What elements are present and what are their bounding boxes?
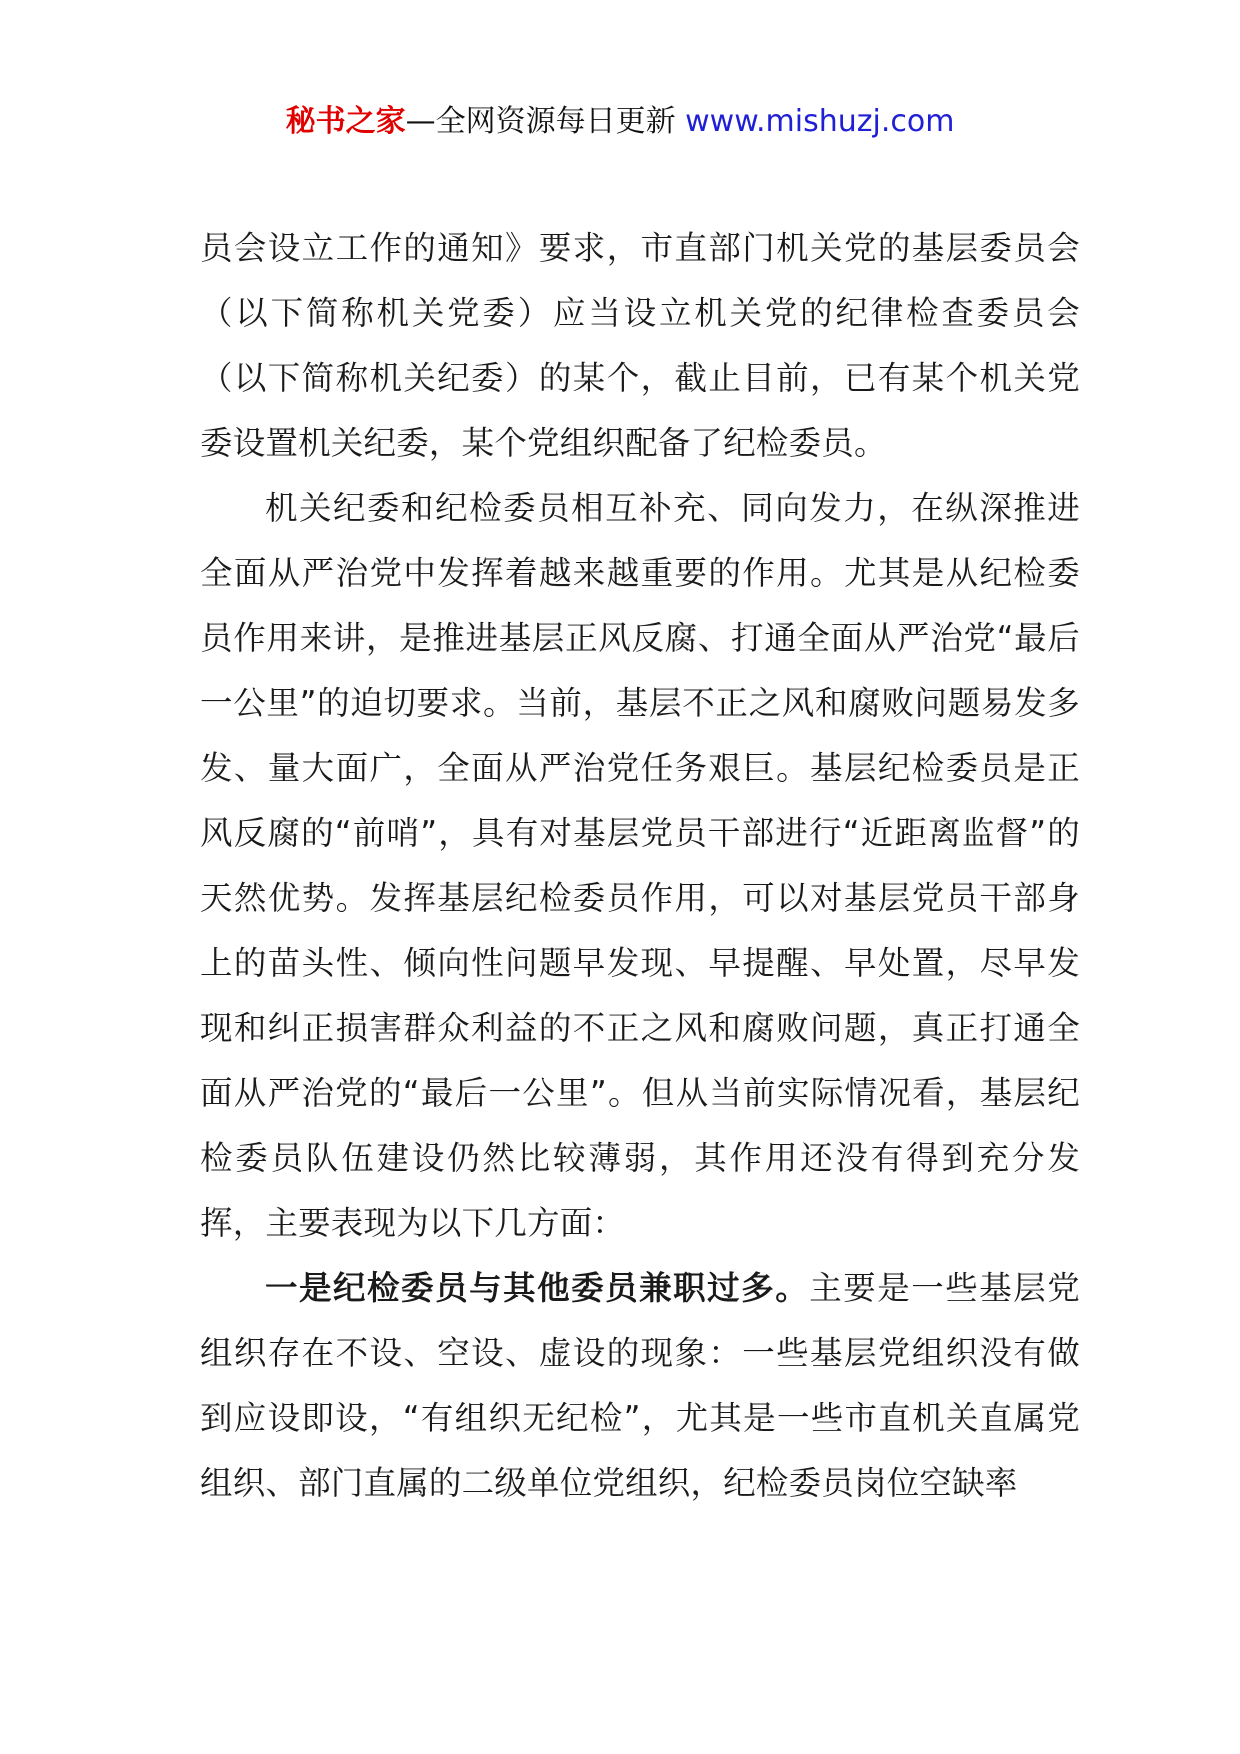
site-watermark-header [0,100,1240,144]
paragraph-1: 员会设立工作的通知》要求，市直部门机关党的基层委员会（以下简称机关党委）应当设立机关党的纪律检查委员会（以下简称机关纪委）的某个，截止目前，已有某个机关党委设置机关纪委，某个党组织配备了纪检委员。 [200,229,1080,462]
site-brand-name: 秘书之家 [285,104,406,139]
paragraph-3 [200,1256,1080,1516]
paragraph-3-text: 主要是一些基层党组织存在不设、空设、虚设的现象：一些基层党组织没有做到应设即设，“有组织无纪检”，尤其是一些市直机关直属党组织、部门直属的二级单位党组织，纪检委员岗位空缺率 [200,1269,1080,1502]
paragraph-2: 机关纪委和纪检委员相互补充、同向发力，在纵深推进全面从严治党中发挥着越来越重要的作用。尤其是从纪检委员作用来讲，是推进基层正风反腐、打通全面从严治党“最后一公里”的迫切要求。当前，基层不正之风和腐败问题易发多发、量大面广，全面从严治党任务艰巨。基层纪检委员是正风反腐的“前哨”，具有对基层党员干部进行“近距离监督”的天然优势。发挥基层纪检委员作用，可以对基层党员干部身上的苗头性、倾向性问题早发现、早提醒、早处置，尽早发现和纠正损害群众利益的不正之风和腐败问题，真正打通全面从严治党的“最后一公里”。但从当前实际情况看，基层纪检委员队伍建设仍然比较薄弱，其作用还没有得到充分发挥，主要表现为以下几方面： [200,489,1080,1242]
paragraph-3-bold-lead: 一是纪检委员与其他委员兼职过多。 [265,1269,810,1307]
site-url: www.mishuzj.com [685,104,955,139]
document-body [200,216,1080,1516]
site-slogan: —全网资源每日更新 [405,104,686,139]
